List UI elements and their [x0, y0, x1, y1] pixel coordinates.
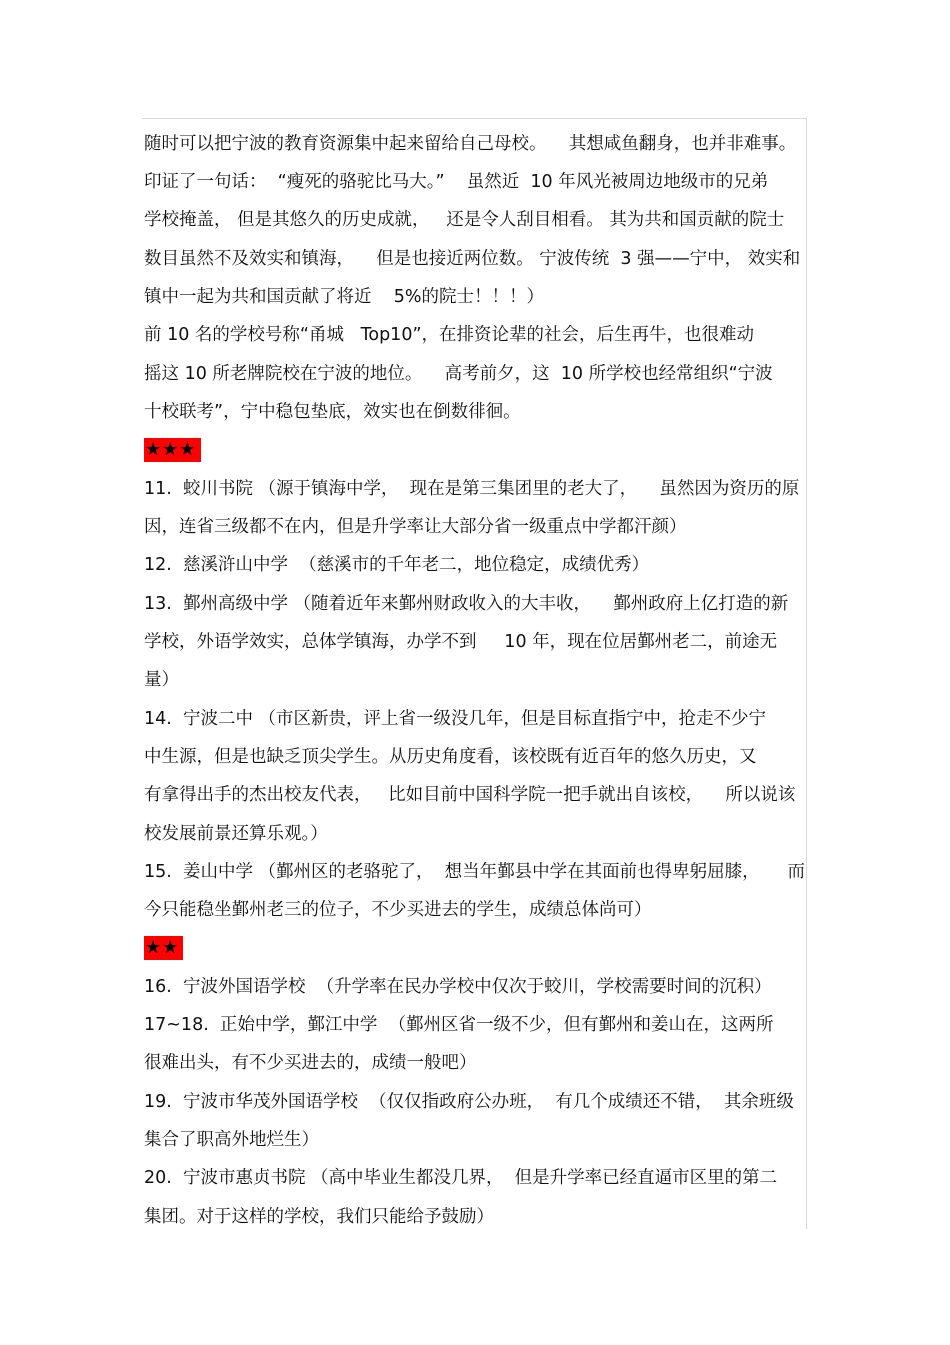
school-entry-line: 有拿得出手的杰出校友代表， 比如目前中国科学院一把手就出自该校， 所以说该: [144, 785, 796, 805]
school-entry-line: 20. 宁波市惠贞书院 （高中毕业生都没几界， 但是升学率已经直逼市区里的第二: [144, 1168, 778, 1188]
school-entry-line: 很难出头，有不少买进去的，成绩一般吧）: [144, 1053, 477, 1073]
paragraph-line: 前 10 名的学校号称“甬城 Top10”，在排资论辈的社会，后生再牛，也很难动: [144, 325, 755, 345]
school-entry-line: 中生源，但是也缺乏顶尖学生。从历史角度看，该校既有近百年的悠久历史，又: [144, 747, 757, 767]
school-entry-line: 学校，外语学效实，总体学镇海，办学不到 10 年，现在位居鄞州老二，前途无: [144, 632, 778, 652]
school-entry-line: 11. 蛟川书院 （源于镇海中学， 现在是第三集团里的老大了， 虽然因为资历的原: [144, 479, 800, 499]
school-entry-line: 19. 宁波市华茂外国语学校 （仅仅指政府公办班， 有几个成绩还不错， 其余班级: [144, 1092, 794, 1112]
paragraph-line: 镇中一起为共和国贡献了将近 5%的院士！！！）: [144, 287, 545, 307]
paragraph-line: 摇这 10 所老牌院校在宁波的地位。 高考前夕，这 10 所学校也经常组织“宁波: [144, 364, 773, 384]
three-star-rating-badge: ★★★: [144, 438, 201, 462]
school-entry-line: 17~18. 正始中学，鄞江中学 （鄞州区省一级不少，但有鄞州和姜山在，这两所: [144, 1015, 774, 1035]
school-entry-line: 集团。对于这样的学校，我们只能给予鼓励）: [144, 1207, 494, 1227]
school-entry-line: 集合了职高外地烂生）: [144, 1130, 319, 1150]
school-entry-line: 16. 宁波外国语学校 （升学率在民办学校中仅次于蛟川，学校需要时间的沉积）: [144, 977, 772, 997]
school-entry-line: 量）: [144, 670, 179, 690]
school-entry-line: 因，连省三级都不在内，但是升学率让大部分省一级重点中学都汗颜）: [144, 517, 687, 537]
school-entry-line: 13. 鄞州高级中学 （随着近年来鄞州财政收入的大丰收， 鄞州政府上亿打造的新: [144, 594, 789, 614]
paragraph-line: 十校联考”，宁中稳包垫底，效实也在倒数徘徊。: [144, 402, 521, 422]
school-entry-line: 12. 慈溪浒山中学 （慈溪市的千年老二，地位稳定，成绩优秀）: [144, 555, 650, 575]
paragraph-line: 印证了一句话： “瘦死的骆驼比马大。” 虽然近 10 年风光被周边地级市的兄弟: [144, 172, 769, 192]
school-entry-line: 校发展前景还算乐观。）: [144, 824, 328, 844]
paragraph-line: 数目虽然不及效实和镇海， 但是也接近两位数。 宁波传统 3 强——宁中， 效实和: [144, 249, 801, 269]
school-entry-line: 14. 宁波二中 （市区新贵，评上省一级没几年，但是目标直指宁中，抢走不少宁: [144, 709, 767, 729]
school-entry-line: 15. 姜山中学 （鄞州区的老骆驼了， 想当年鄞县中学在其面前也得卑躬屈膝， 而: [144, 862, 805, 882]
paragraph-line: 随时可以把宁波的教育资源集中起来留给自己母校。 其想咸鱼翻身，也并非难事。: [144, 134, 797, 154]
school-entry-line: 今只能稳坐鄞州老三的位子，不少买进去的学生，成绩总体尚可）: [144, 900, 652, 920]
paragraph-line: 学校掩盖， 但是其悠久的历史成就， 还是令人刮目相看。 其为共和国贡献的院士: [144, 210, 785, 230]
two-star-rating-badge: ★★: [144, 936, 183, 960]
